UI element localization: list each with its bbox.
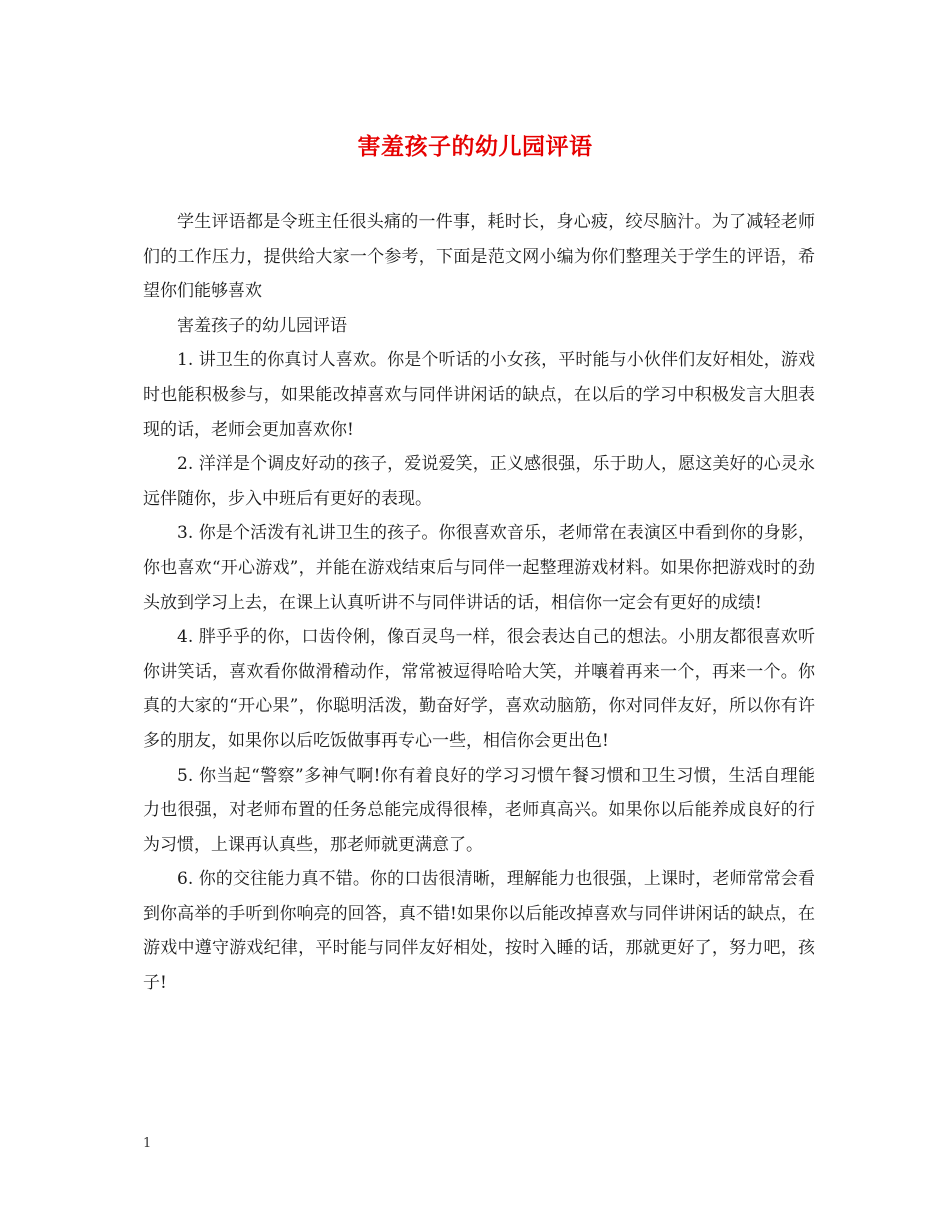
comment-paragraph-5: 5. 你当起“警察”多神气啊!你有着良好的学习习惯午餐习惯和卫生习惯，生活自理能力也很强，对老师布置的任务总能完成得很棒，老师真高兴。如果你以后能养成良好的行为习惯，上课再认真些，那老师就更满意了。 xyxy=(143,765,815,855)
document-body xyxy=(143,205,815,1001)
comment-paragraph-6: 6. 你的交往能力真不错。你的口齿很清晰，理解能力也很强，上课时，老师常常会看到你高举的手听到你响亮的回答，真不错!如果你以后能改掉喜欢与同伴讲闲话的缺点，在游戏中遵守游戏纪律，平时能与同伴友好相处，按时入睡的话，那就更好了，努力吧，孩子! xyxy=(143,869,815,994)
intro-paragraph: 学生评语都是令班主任很头痛的一件事，耗时长，身心疲，绞尽脑汁。为了减轻老师们的工作压力，提供给大家一个参考，下面是范文网小编为你们整理关于学生的评语，希望你们能够喜欢 xyxy=(143,212,815,302)
comment-paragraph-4: 4. 胖乎乎的你，口齿伶俐，像百灵鸟一样，很会表达自己的想法。小朋友都很喜欢听你讲笑话，喜欢看你做滑稽动作，常常被逗得哈哈大笑，并嚷着再来一个，再来一个。你真的大家的“开心果”，你聪明活泼，勤奋好学，喜欢动脑筋，你对同伴友好，所以你有许多的朋友，如果你以后吃饭做事再专心一些，相信你会更出色! xyxy=(143,627,815,751)
section-heading: 害羞孩子的幼儿园评语 xyxy=(177,315,347,336)
comment-paragraph-2: 2. 洋洋是个调皮好动的孩子，爱说爱笑，正义感很强，乐于助人，愿这美好的心灵永远伴随你，步入中班后有更好的表现。 xyxy=(143,454,815,509)
page-number: 1 xyxy=(143,1136,152,1151)
comment-paragraph-3: 3. 你是个活泼有礼讲卫生的孩子。你很喜欢音乐，老师常在表演区中看到你的身影，你也喜欢“开心游戏”，并能在游戏结束后与同伴一起整理游戏材料。如果你把游戏时的劲头放到学习上去，在课上认真听讲不与同伴讲话的话，相信你一定会有更好的成绩! xyxy=(143,523,815,613)
comment-paragraph-1: 1. 讲卫生的你真讨人喜欢。你是个听话的小女孩，平时能与小伙伴们友好相处，游戏时也能积极参与，如果能改掉喜欢与同伴讲闲话的缺点，在以后的学习中积极发言大胆表现的话，老师会更加喜欢你! xyxy=(143,350,815,440)
document-title: 害羞孩子的幼儿园评语 xyxy=(357,133,593,160)
